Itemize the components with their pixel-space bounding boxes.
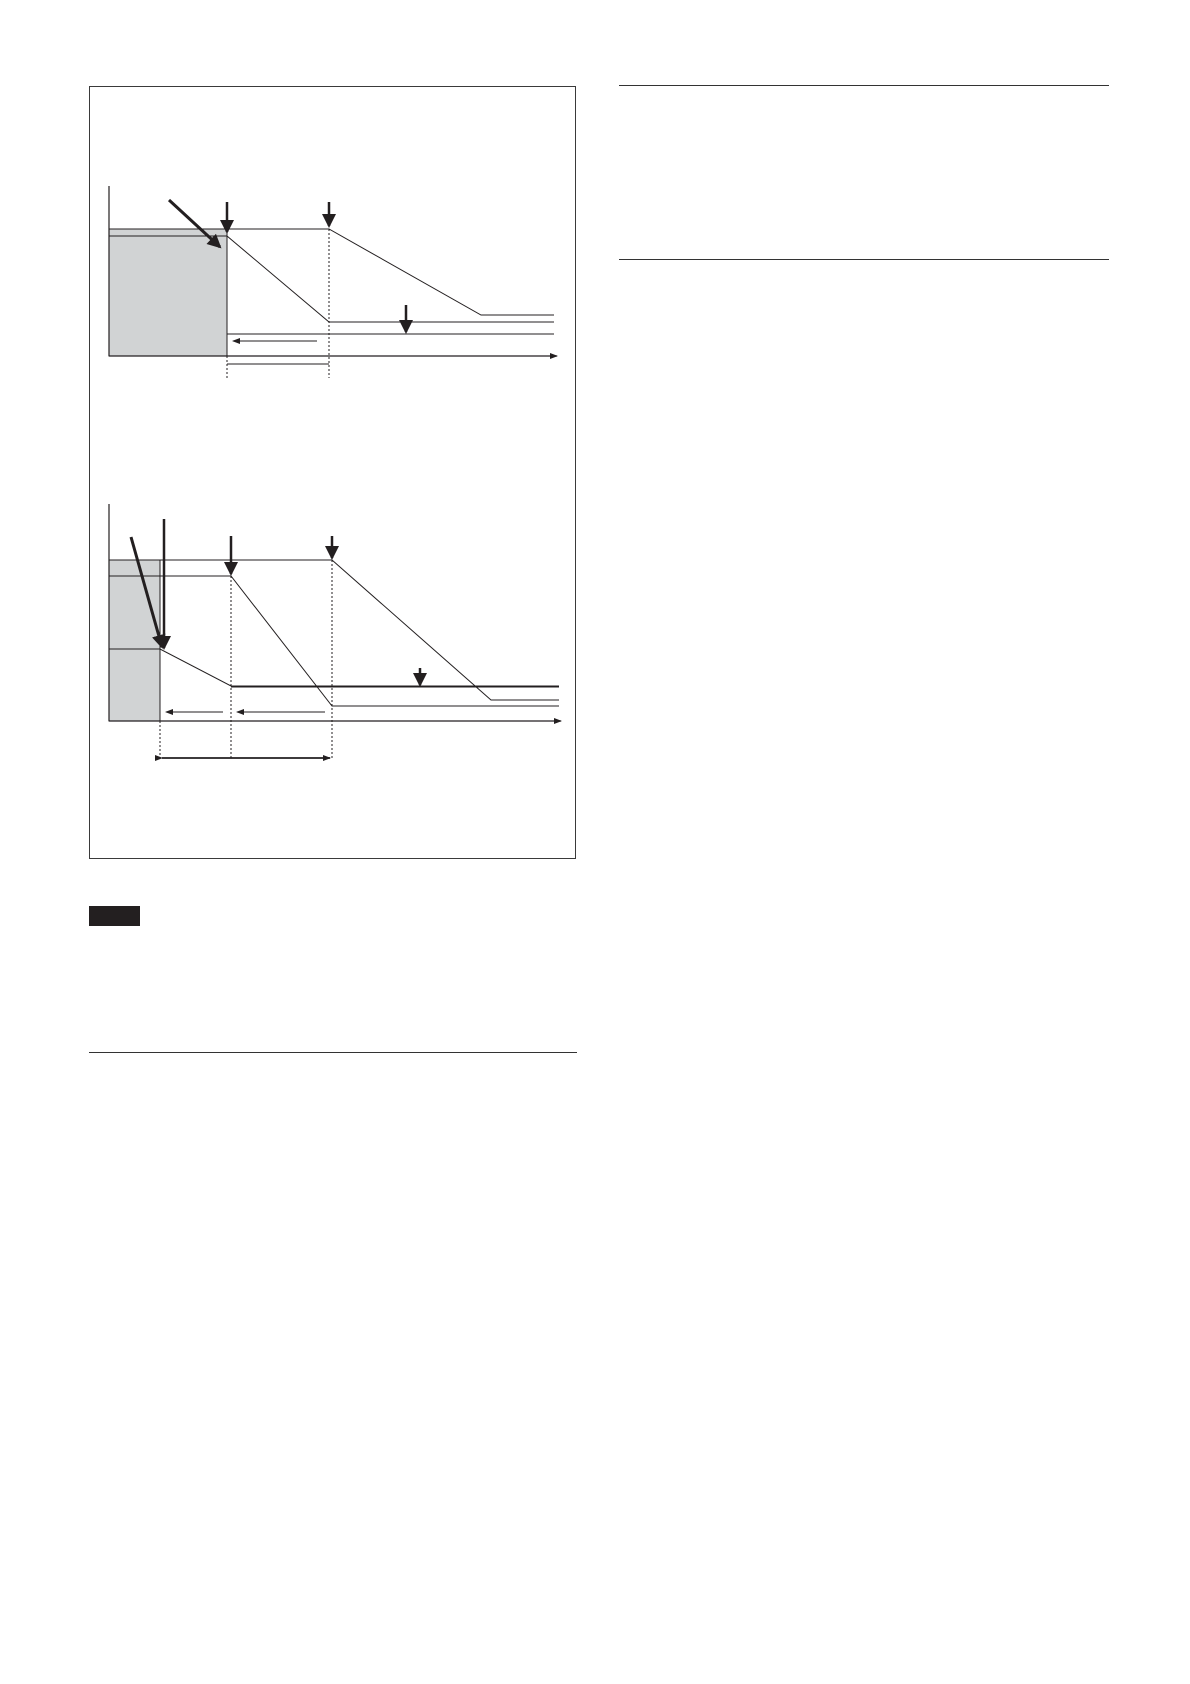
level-curve-upper [109, 560, 559, 700]
note-badge [89, 906, 140, 926]
timing-diagrams [89, 86, 576, 859]
shaded-region [109, 560, 160, 721]
section-rule-right-top [619, 85, 1109, 86]
section-rule-right-middle [619, 259, 1109, 260]
diagram-bottom [109, 504, 561, 758]
shaded-region [109, 229, 227, 356]
section-rule-left-bottom [89, 1052, 577, 1053]
diagram-top [109, 186, 557, 378]
level-curve-lower [109, 649, 559, 686]
